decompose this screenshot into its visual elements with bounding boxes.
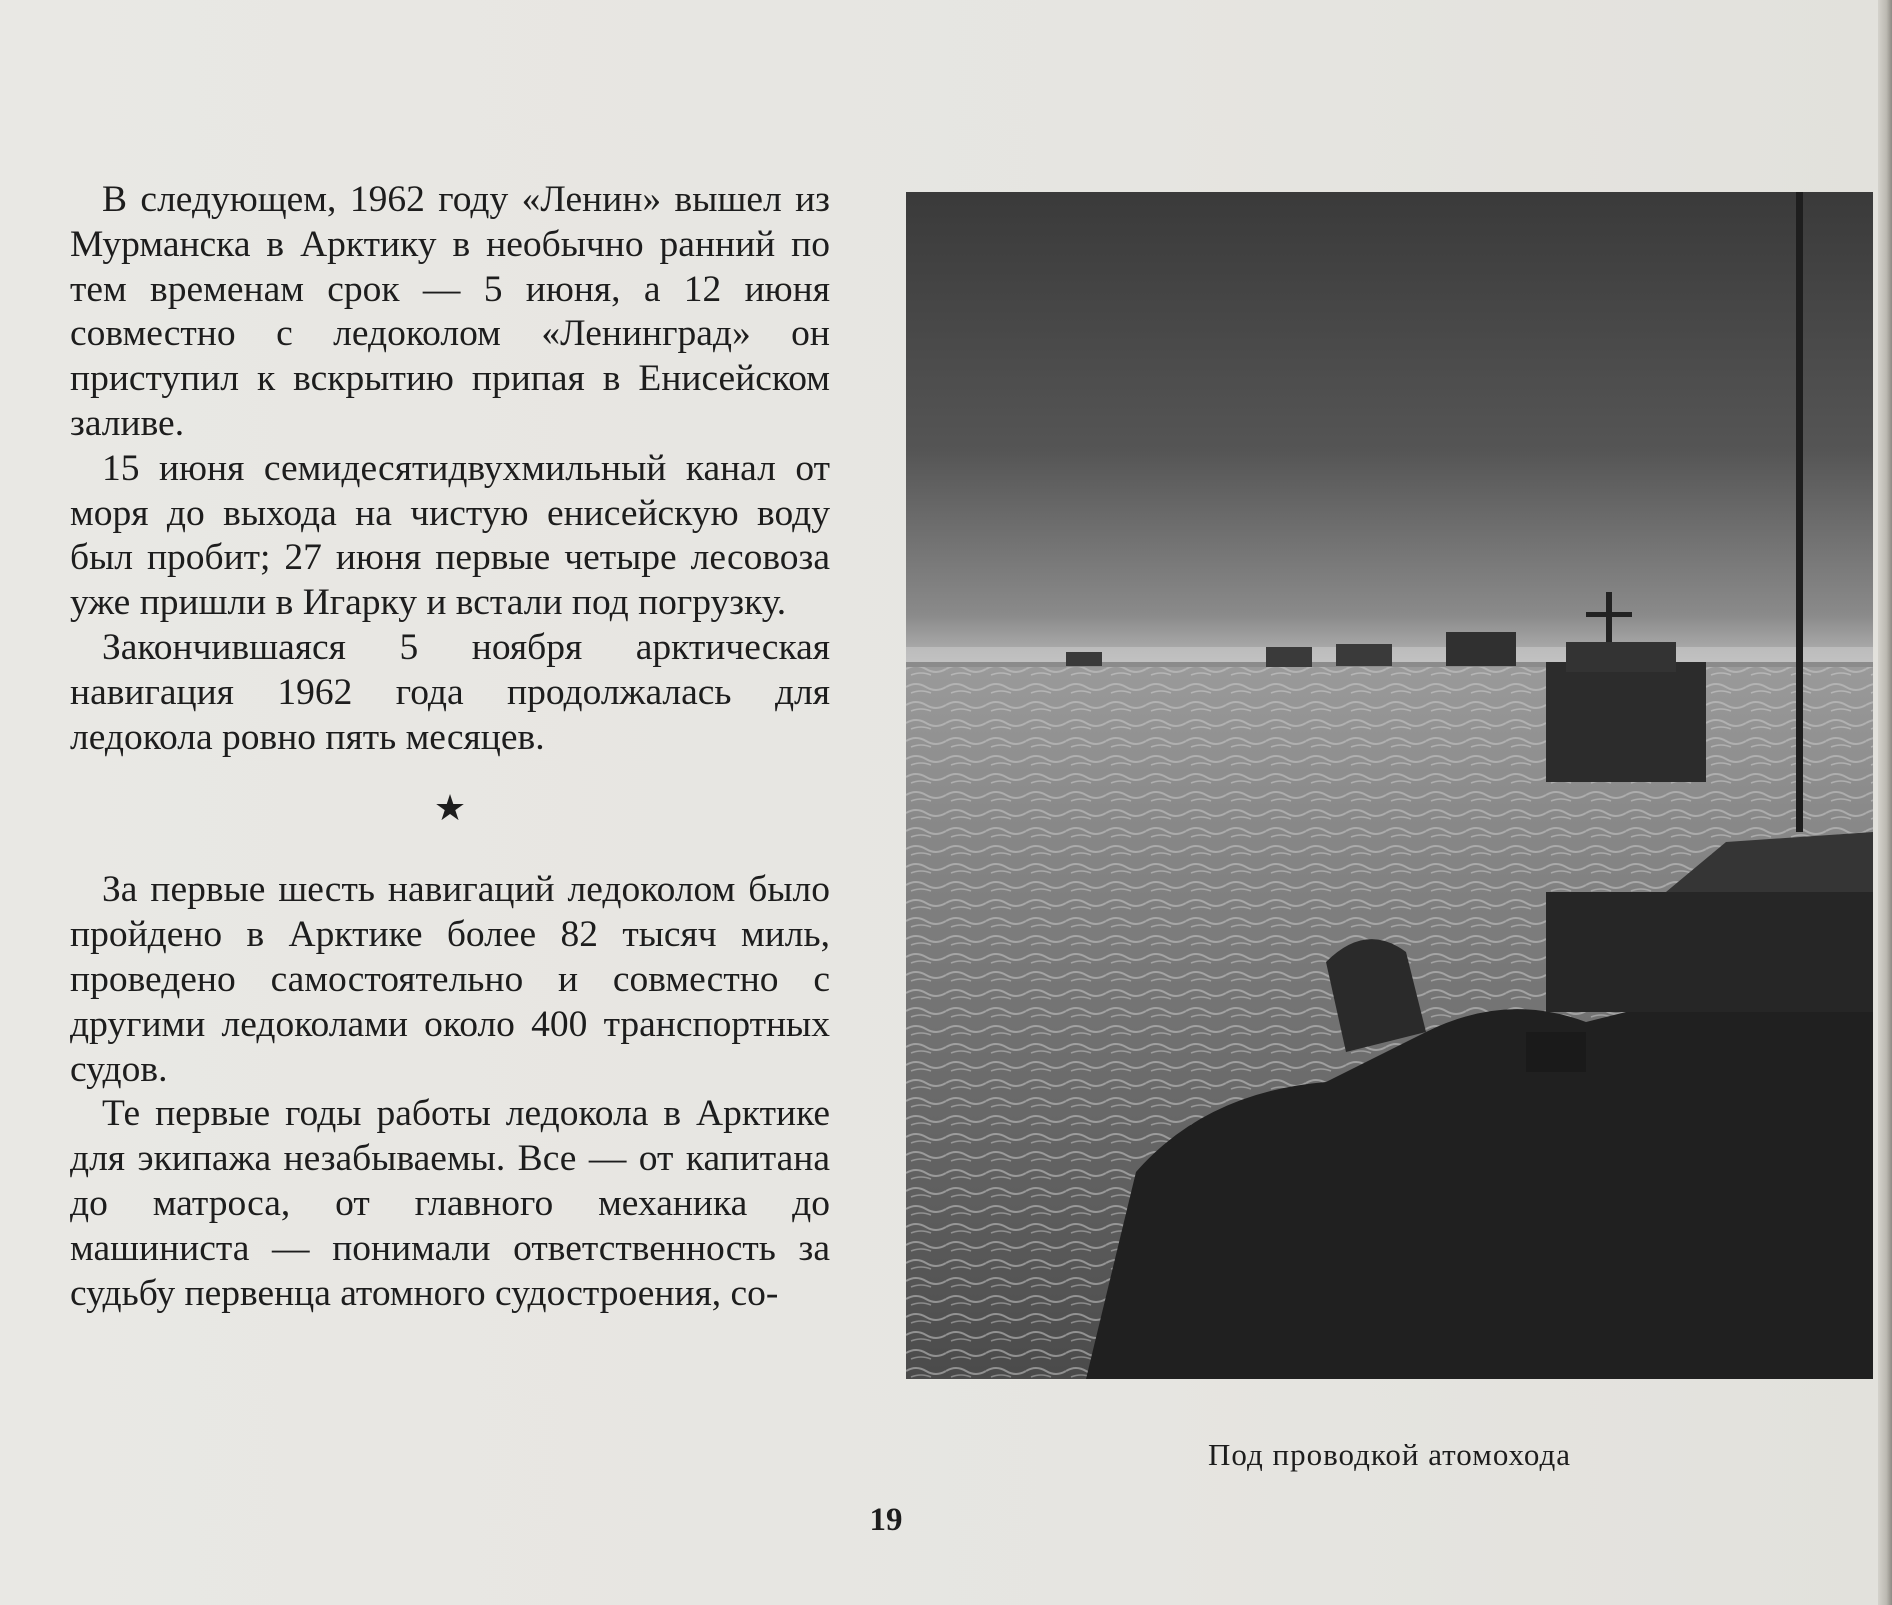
photo-caption: Под проводкой атомохода <box>1207 1437 1572 1472</box>
paragraph: Закончившаяся 5 ноября арктическая навигация 1962 года продолжалась для ледокола ровно пять месяцев. <box>70 626 830 758</box>
paragraph: Те первые годы работы ледокола в Арктике для экипажа незабываемы. Все — от капитана до матроса, от главного механика до машиниста — понимали ответственность за судьбу первенца атомного судостроения, со- <box>70 1093 830 1314</box>
page-edge <box>1878 0 1892 1605</box>
arctic-convoy-photo <box>906 192 1873 1379</box>
paragraph: В следующем, 1962 году «Ленин» вышел из Мурманска в Арктику в необычно ранний по тем временам срок — 5 июня, а 12 июня совместно с ледоколом «Ленинград» он приступил к вскрытию припая в Енисейском заливе. <box>70 179 830 444</box>
paragraph: За первые шесть навигаций ледоколом было пройдено в Арктике более 82 тысяч миль, проведено самостоятельно и совместно с другими ледоколами около 400 транспортных судов. <box>70 869 830 1090</box>
page-number: 19 <box>869 1502 903 1538</box>
text-column <box>70 178 830 1316</box>
paragraph: 15 июня семидесятидвухмильный канал от моря до выхода на чистую енисейскую воду был пробит; 27 июня первые четыре лесовоза уже пришли в Игарку и встали под погрузку. <box>70 447 830 624</box>
star-separator: ★ <box>433 788 467 829</box>
